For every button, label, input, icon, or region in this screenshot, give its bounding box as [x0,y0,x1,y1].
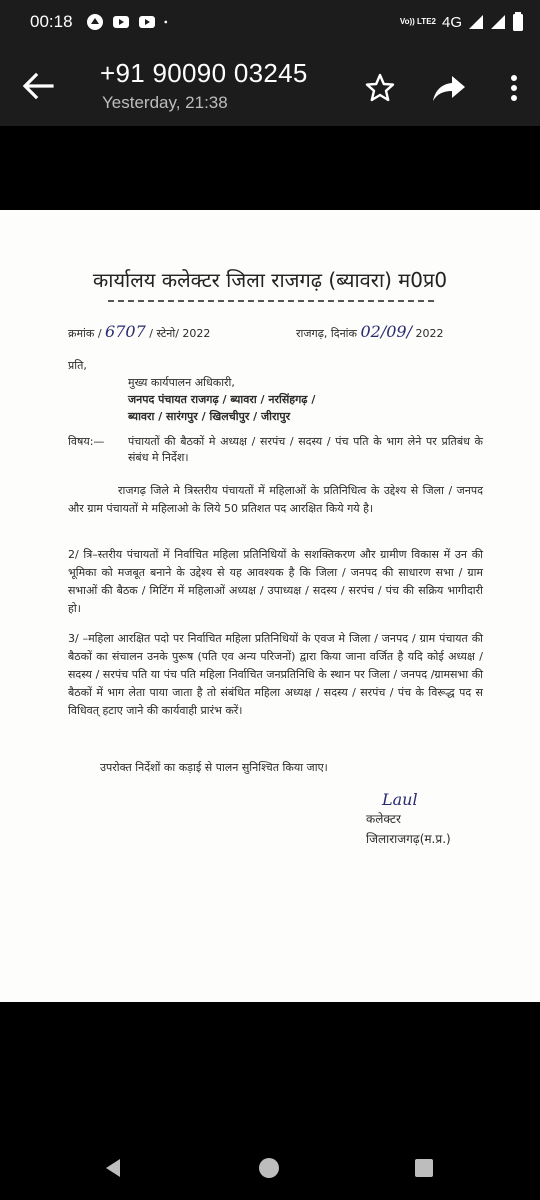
paragraph-4: उपरोक्त निर्देशों का कड़ाई से पालन सुनिश्चित किया जाए। [100,761,328,774]
paragraph-3: 3/ –महिला आरक्षित पदो पर निर्वाचित महिला प्रतिनिधियों के एवज मे जिला / जनपद / ग्राम पंचायत की बैठकों का संचालन उनके पुरूष (पति एव अन्य परिजनों) द्वारा किया जाना वर्जित है यदि कोई अध्यक्ष / सदस्य / सरपंच पति या पंच पति महिला निर्वाचित जनप्रतिनिधि के स्थान पर जिला / जनपद /ग्रामसभा की बैठकों में भाग लेता पाया जाता है तो संबंधित महिला अध्यक्ष / सदस्य / सरपंच / पंच के विरूद्ध पद स विधिवत् हटाए जाने की कार्यवाही प्रारंभ करें। [68,632,483,717]
ref-number-handwritten: 6707 [105,322,146,341]
addressee-line: ब्यावरा / सारंगपुर / खिलचीपुर / जीरापुर [128,410,291,423]
document-heading: कार्यालय कलेक्टर जिला राजगढ़ (ब्यावरा) म0प्र0 [92,268,448,292]
youtube-icon-2 [138,13,156,31]
document-date [296,322,443,341]
heading-divider [108,300,434,302]
ref-prefix: क्रमांक / [68,327,102,340]
signatory-title: कलेक्टर [366,812,401,826]
sender-number: +91 90090 03245 [100,58,308,88]
dot-icon [164,13,172,31]
signal-icon [468,14,484,30]
recipient-label: प्रति, [68,359,87,372]
message-timestamp: Yesterday, 21:38 [102,93,228,112]
network-type: 4G [441,13,462,31]
star-icon[interactable] [364,72,396,104]
share-icon[interactable] [432,74,466,102]
addressee-line: मुख्य कार्यपालन अधिकारी, [128,376,235,389]
status-time: 00:18 [30,12,73,31]
youtube-icon [112,13,130,31]
nav-recents-icon[interactable] [413,1157,435,1179]
date-handwritten: 02/09/ [360,322,412,341]
ref-suffix: / स्टेनो/ 2022 [149,327,211,340]
status-right [400,12,524,32]
nav-home-icon[interactable] [258,1157,280,1179]
app-bar [0,44,540,126]
reference-number [68,322,210,341]
date-prefix: राजगढ़, दिनांक [296,327,357,340]
notification-icons [86,13,172,31]
document-image[interactable] [0,210,540,1002]
status-bar [0,0,540,44]
date-year: 2022 [415,327,444,340]
paragraph-2: 2/ त्रि–स्तरीय पंचायतों में निर्वाचित महिला प्रतिनिधियों के सशक्तिकरण और ग्रामीण विकास में उन की भूमिका को मजबूत बनाने के उद्देश्य से यह आवश्यक है कि जिला / जनपद की साधारण सभा / ग्राम सभाओं की बैठक / मिटिंग में महिलाओं अध्यक्ष / उपाध्यक्ष / सदस्य / सरपंच / पंच की सक्रिय भागीदारी हो। [68,548,483,615]
signature-mark: Laul [382,790,418,809]
subject-text: पंचायतों की बैठकों मे अध्यक्ष / सरपंच / सदस्य / पंच पति के भाग लेने पर प्रतिबंध के संबंध मे निर्देश। [128,435,483,464]
paragraph-1: राजगढ़ जिले मे त्रिस्तरीय पंचायतों में महिलाओं के प्रतिनिधित्व के उद्देश्य से जिला / जनपद और ग्राम पंचायतों मे महिलाओ के लिये 50 प्रतिशत पद आरक्षित किये गये है। [68,484,483,515]
addressee-line: जनपद पंचायत राजगढ़ / ब्यावरा / नरसिंहगढ़ / [128,393,316,406]
nav-back-icon[interactable] [102,1157,124,1179]
addressee-block [128,374,315,425]
volte-badge: Vo)) LTE2 [399,17,436,26]
battery-icon [512,12,524,32]
back-arrow-icon[interactable] [20,70,56,102]
app-notification-icon [86,13,104,31]
signal-icon-2 [490,14,506,30]
signatory-place: जिलाराजगढ़(म.प्र.) [366,832,451,846]
subject-label: विषय:— [68,435,105,448]
system-nav-bar [0,1130,540,1200]
more-vert-icon[interactable] [506,72,522,104]
